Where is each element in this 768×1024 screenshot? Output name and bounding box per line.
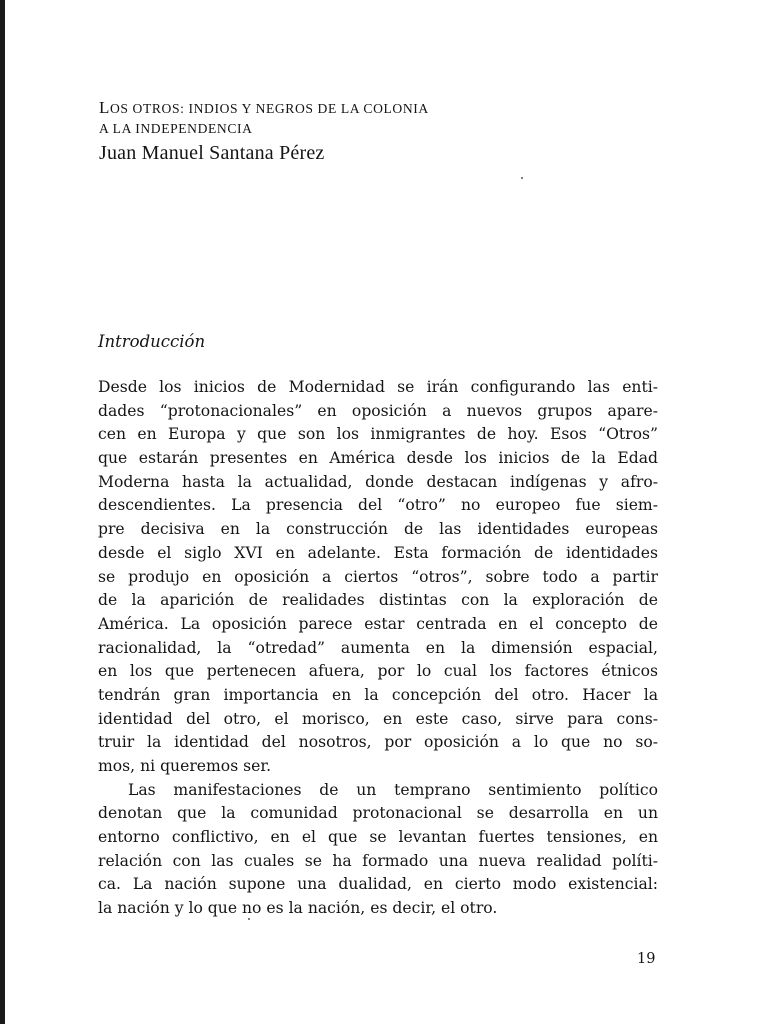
body-line: Las manifestaciones de un temprano sentimiento político (128, 780, 658, 799)
body-line: se produjo en oposición a ciertos “otros”, sobre todo a partir (98, 567, 658, 586)
section-heading: Introducción (98, 332, 206, 351)
page-number: 19 (637, 951, 656, 967)
body-line: descendientes. La presencia del “otro” no europeo fue siem- (98, 496, 658, 515)
body-line: en los que pertenecen afuera, por lo cual los factores étnicos (98, 662, 658, 681)
chapter-title-initial: L (99, 98, 110, 117)
chapter-header (99, 98, 619, 167)
body-line: dades “protonacionales” en oposición a nuevos grupos apare- (98, 401, 658, 420)
body-line: Desde los inicios de Modernidad se irán configurando las enti- (98, 378, 658, 396)
body-line: truir la identidad del nosotros, por oposición a lo que no so- (98, 733, 658, 752)
body-line: que estarán presentes en América desde los inicios de la Edad (98, 449, 658, 468)
author-name: Juan Manuel Santana Pérez (99, 142, 325, 164)
body-text (98, 376, 658, 921)
body-line: entorno conflictivo, en el que se levantan fuertes tensiones, en (98, 828, 658, 847)
body-line: pre decisiva en la construcción de las identidades europeas (98, 520, 658, 539)
body-line: racionalidad, la “otredad” aumenta en la dimensión espacial, (98, 638, 658, 657)
scan-speck (521, 177, 523, 179)
body-line: cen en Europa y que son los inmigrantes de hoy. Esos “Otros” (98, 425, 658, 444)
body-line: Moderna hasta la actualidad, donde destacan indígenas y afro- (98, 472, 658, 491)
body-line: ca. La nación supone una dualidad, en cierto modo existencial: (98, 875, 658, 894)
scan-edge-border (0, 0, 5, 1024)
chapter-title-line-1 (99, 98, 619, 119)
body-line: la nación y lo que no es la nación, es decir, el otro. (98, 899, 498, 918)
chapter-title-rest: OS OTROS: INDIOS Y NEGROS DE LA COLONIA (109, 101, 429, 116)
body-line: relación con las cuales se ha formado una nueva realidad políti- (98, 851, 658, 870)
body-line: mos, ni queremos ser. (98, 757, 272, 775)
body-line: de la aparición de realidades distintas con la exploración de (98, 591, 658, 610)
body-line: identidad del otro, el morisco, en este caso, sirve para cons- (98, 709, 658, 728)
body-line: América. La oposición parece estar centrada en el concepto de (98, 614, 658, 633)
body-line: desde el siglo XVI en adelante. Esta formación de identidades (98, 543, 658, 562)
body-line: denotan que la comunidad protonacional se desarrolla en un (98, 804, 658, 823)
body-line: tendrán gran importancia en la concepción del otro. Hacer la (98, 685, 658, 704)
chapter-title-line-2: A LA INDEPENDENCIA (99, 121, 253, 136)
